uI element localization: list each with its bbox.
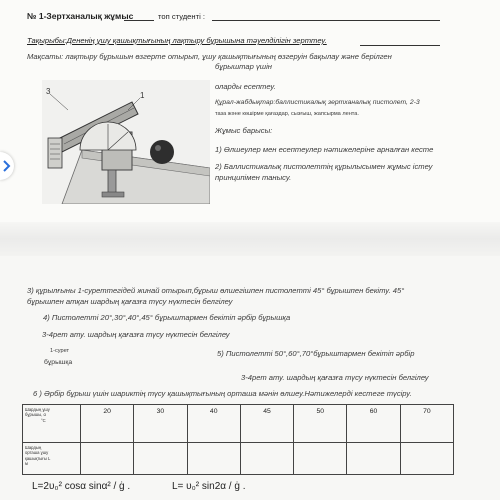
angle-cell: 40 (187, 405, 240, 443)
step-6: 6 ) Әрбір бұрыш үшін шариктің түсу қашықтығының орташа мәнін өлшеу.Нәтижелерді кестеге түсіру. (33, 389, 412, 398)
distance-cell (347, 443, 400, 475)
distance-cell (81, 443, 134, 475)
angle-cell: 50 (294, 405, 347, 443)
step-4: 4) Пистолетті 20°,30°,40°,45° бұрыштармен бекітіп әрбір бұрышқа (43, 313, 291, 322)
equipment-line-2: таза және көшірме қағаздар, сызғыш, жапсырма лента. (215, 111, 359, 117)
angle-row-header: Шардың ұшу бұрышы, α °С (23, 405, 81, 443)
procedure-step-1: 1) Өлшеулер мен есептеулер нәтижелеріне арналған кесте (215, 145, 434, 154)
distance-cell (240, 443, 293, 475)
distance-cell (400, 443, 453, 475)
topic-line: Тақырыбы:Дененің ұшу қашықтығының лақтыру бұрышына тәуелділігін зерттеу. (27, 36, 327, 45)
equipment-line-1: Құрал-жабдықтар:баллистикалық зертханалық пистолет, 2-3 (215, 99, 420, 106)
step-3-line-2: бұрышпен атқан шардың қағазға түсу нүктесін белгілеу (27, 297, 233, 306)
step-5-sub: 3-4рет ату. шардың қағазға түсу нүктесін белгілеу (241, 373, 429, 382)
group-blank (212, 20, 440, 21)
angle-cell: 30 (134, 405, 187, 443)
formula-1: L=2υ₀² cosα sinα² / ġ . (32, 481, 131, 492)
aim-line-1: Мақсаты: лақтыру бұрышын өзгерте отырып, ұшу қашықтығының өзгеруін бақылау және берілген (27, 52, 392, 61)
svg-text:3: 3 (46, 87, 51, 96)
chevron-right-icon (2, 159, 12, 173)
distance-row-header: Шардың орташа ұшу қашықтығы L м (23, 443, 81, 475)
work-number-blank (124, 20, 154, 21)
step-4-sub: 3-4рет ату. шардың қағазға түсу нүктесін белгілеу (42, 330, 230, 339)
group-label: топ студенті : (158, 12, 205, 21)
aim-line-2: бұрыштар үшін (215, 62, 272, 71)
procedure-step-2-line-2: принципімен танысу. (215, 173, 292, 182)
figure-caption-1: 1-сурет (50, 348, 70, 354)
angle-cell: 70 (400, 405, 453, 443)
procedure-step-2-line-1: 2) Баллистикалық пистолеттің құрылысымен жұмыс істеу (215, 162, 433, 171)
work-number: № 1-Зертханалық жұмыс (27, 11, 134, 21)
step-5: 5) Пистолетті 50°,60°,70°бұрыштармен бекітіп әрбір (217, 349, 415, 358)
angle-cell: 60 (347, 405, 400, 443)
table-row (23, 443, 454, 475)
figure-caption-2: бұрышқа (44, 359, 73, 366)
page-divider-band (0, 222, 500, 256)
formula-2: L= υ₀² sin2α / ġ . (172, 481, 246, 492)
distance-cell (187, 443, 240, 475)
distance-cell (294, 443, 347, 475)
step-3-line-1: 3) құрылғыны 1-суреттегідей жинай отырып,бұрыш өлшегішпен пистолетті 45° бұрышпен бекіту. 45° (27, 286, 405, 295)
ballistic-pistol-figure (42, 80, 210, 204)
table-row (23, 405, 454, 443)
svg-text:1: 1 (140, 91, 145, 100)
results-table (22, 404, 454, 475)
topic-blank (360, 45, 440, 46)
aim-line-3: оларды есептеу. (215, 82, 276, 91)
angle-cell: 20 (81, 405, 134, 443)
distance-cell (134, 443, 187, 475)
angle-cell: 45 (240, 405, 293, 443)
procedure-title: Жұмыс барысы: (215, 126, 273, 135)
